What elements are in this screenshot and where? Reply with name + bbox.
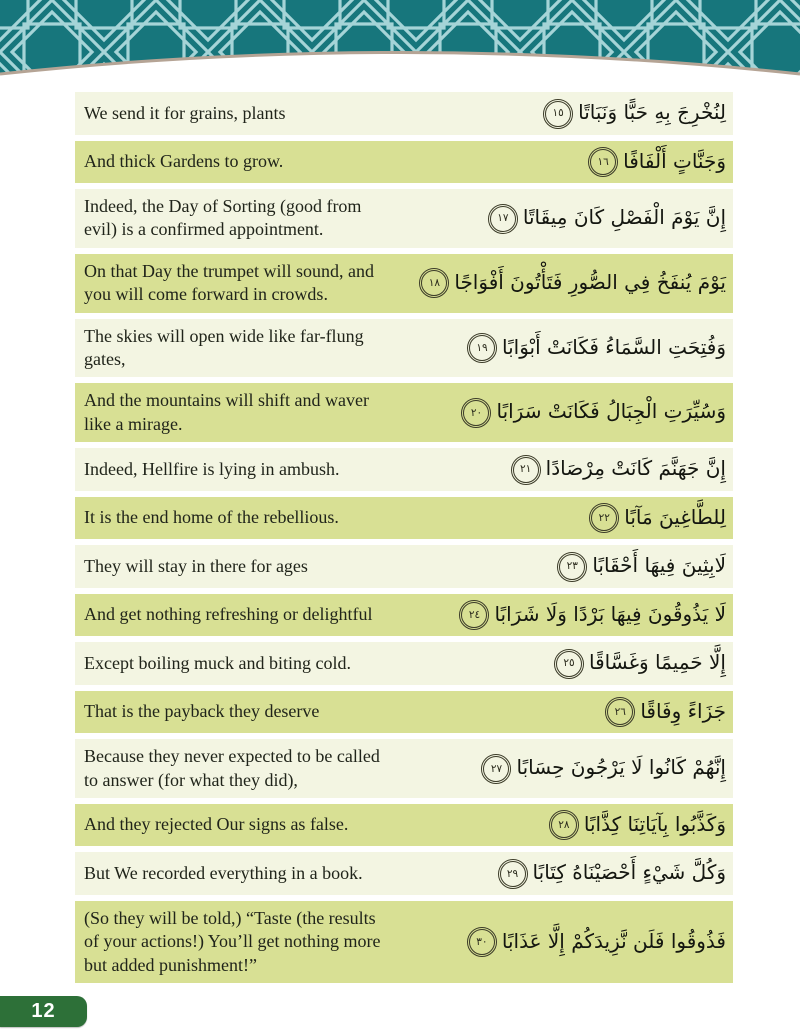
verse-translation-english: And get nothing refreshing or delightful <box>84 604 373 625</box>
ayah-number-ornament <box>605 697 635 727</box>
islamic-geometric-pattern <box>0 0 800 82</box>
verse-translation-english: And the mountains will shift and waver like a mirage. <box>84 390 369 434</box>
arabic-text: لَابِثِينَ فِيهَا أَحْقَابًا <box>592 553 726 578</box>
ayah-number: ١٧ <box>497 212 509 225</box>
verse-translation-english: And thick Gardens to grow. <box>84 151 284 172</box>
verse-text-arabic <box>392 333 728 364</box>
verse-row <box>75 497 733 540</box>
page-number: 12 <box>31 1000 56 1022</box>
verse-row <box>75 642 733 685</box>
verse-row <box>75 852 733 895</box>
verse-translation-english: Except boiling muck and biting cold. <box>84 652 351 673</box>
ayah-number: ٢٦ <box>614 705 626 718</box>
ayah-number: ٢٢ <box>598 511 610 524</box>
ayah-number-ornament <box>481 754 511 784</box>
ayah-number-ornament <box>588 147 618 177</box>
verse-text-arabic <box>392 858 728 889</box>
verse-row <box>75 254 733 313</box>
verse-row <box>75 545 733 588</box>
arabic-text: إِلَّا حَمِيمًا وَغَسَّاقًا <box>588 650 726 675</box>
verse-row <box>75 739 733 798</box>
verse-translation-english: We send it for grains, plants <box>84 102 286 123</box>
ayah-number-ornament <box>419 268 449 298</box>
verse-text-arabic <box>392 203 728 234</box>
arabic-text: لَا يَذُوقُونَ فِيهَا بَرْدًا وَلَا شَرَابًا <box>494 601 726 626</box>
verse-translation-english: And they rejected Our signs as false. <box>84 814 349 835</box>
arabic-text: إِنَّهُمْ كَانُوا لَا يَرْجُونَ حِسَابًا <box>516 755 726 780</box>
verse-translation-english: That is the payback they deserve <box>84 701 320 722</box>
verse-row <box>75 92 733 135</box>
ayah-number: ٢٧ <box>490 762 503 775</box>
ayah-number-ornament <box>488 204 518 234</box>
verse-translation-english: It is the end home of the rebellious. <box>84 507 339 528</box>
verse-text-arabic <box>392 551 728 582</box>
verse-text-arabic <box>392 927 728 958</box>
ayah-number-ornament <box>554 649 584 679</box>
ayah-number-ornament <box>549 810 579 840</box>
ayah-number: ٢٣ <box>566 560 578 573</box>
ayah-number-ornament <box>589 503 619 533</box>
verse-text-arabic <box>392 648 728 679</box>
ayah-number: ١٥ <box>552 107 564 120</box>
arabic-text: وَكَذَّبُوا بِآيَاتِنَا كِذَّابًا <box>583 811 726 836</box>
verse-translation-english: But We recorded everything in a book. <box>84 862 363 883</box>
arabic-text: وَسُيِّرَتِ الْجِبَالُ فَكَانَتْ سَرَابًا <box>496 399 726 424</box>
verse-row <box>75 189 733 248</box>
ayah-number: ٢٠ <box>470 406 483 419</box>
ayah-number: ٣٠ <box>476 935 488 948</box>
ayah-number-ornament <box>511 455 541 485</box>
verse-row <box>75 804 733 847</box>
verse-translation-english: The skies will open wide like far-flung gates, <box>84 325 364 369</box>
ayah-number-ornament <box>467 333 497 363</box>
ayah-number-ornament <box>543 99 573 129</box>
ayah-number: ٢٥ <box>563 657 575 670</box>
page-number-badge <box>0 996 87 1027</box>
verse-text-arabic <box>392 397 728 428</box>
ayah-number-ornament <box>467 927 497 957</box>
arabic-text: جَزَاءً وِفَاقًا <box>640 698 726 723</box>
ayah-number: ١٦ <box>597 155 609 168</box>
verse-text-arabic <box>392 753 728 784</box>
ayah-number: ٢١ <box>520 463 532 476</box>
verse-translation-english: Indeed, the Day of Sorting (good from evil) is a confirmed appointment. <box>84 196 362 240</box>
verse-text-arabic <box>392 810 728 841</box>
verse-translation-english: (So they will be told,) “Taste (the results of your actions!) You’ll get nothing more but added punishment!” <box>84 907 381 975</box>
verse-text-arabic <box>392 98 728 129</box>
arabic-text: فَذُوقُوا فَلَن نَّزِيدَكُمْ إِلَّا عَذَابًا <box>501 928 726 953</box>
ayah-number: ٢٨ <box>558 819 570 832</box>
ayah-number-ornament <box>461 398 491 428</box>
ayah-number: ٢٩ <box>506 867 519 880</box>
ayah-number-ornament <box>498 859 528 889</box>
arabic-text: وَجَنَّاتٍ أَلْفَافًا <box>623 148 726 173</box>
arabic-text: لِلطَّاغِينَ مَآبًا <box>624 504 726 529</box>
arabic-text: إِنَّ يَوْمَ الْفَصْلِ كَانَ مِيقَاتًا <box>522 205 726 230</box>
ayah-number: ١٩ <box>476 341 488 354</box>
ayah-number: ١٨ <box>428 277 440 290</box>
verse-translation-english: Indeed, Hellfire is lying in ambush. <box>84 458 340 479</box>
verse-text-arabic <box>392 147 728 178</box>
verse-row <box>75 594 733 637</box>
verse-row <box>75 319 733 378</box>
verse-row <box>75 448 733 491</box>
arabic-text: وَكُلَّ شَيْءٍ أَحْصَيْنَاهُ كِتَابًا <box>532 860 726 885</box>
ayah-number-ornament <box>459 600 489 630</box>
ayah-number: ٢٤ <box>468 608 481 621</box>
verse-row <box>75 691 733 734</box>
verse-text-arabic <box>392 268 728 299</box>
header-banner <box>0 0 800 82</box>
verse-text-arabic <box>392 503 728 534</box>
verse-text-arabic <box>392 454 728 485</box>
arabic-text: إِنَّ جَهَنَّمَ كَانَتْ مِرْصَادًا <box>545 456 726 481</box>
arabic-text: وَفُتِحَتِ السَّمَاءُ فَكَانَتْ أَبْوَابًا <box>501 334 726 359</box>
verse-translation-english: On that Day the trumpet will sound, and you will come forward in crowds. <box>84 260 374 305</box>
verse-translation-english: Because they never expected to be called to answer (for what they did), <box>84 746 380 790</box>
verse-translation-english: They will stay in there for ages <box>84 555 308 576</box>
verse-text-arabic <box>392 697 728 728</box>
verse-row <box>75 901 733 983</box>
verse-text-arabic <box>392 600 728 631</box>
ayah-number-ornament <box>557 552 587 582</box>
verse-row <box>75 383 733 442</box>
verses-list <box>75 92 733 983</box>
arabic-text: يَوْمَ يُنفَخُ فِي الصُّورِ فَتَأْتُونَ أَفْوَاجًا <box>454 269 726 294</box>
verse-row <box>75 141 733 184</box>
arabic-text: لِنُخْرِجَ بِهِ حَبًّا وَنَبَاتًا <box>578 100 726 124</box>
